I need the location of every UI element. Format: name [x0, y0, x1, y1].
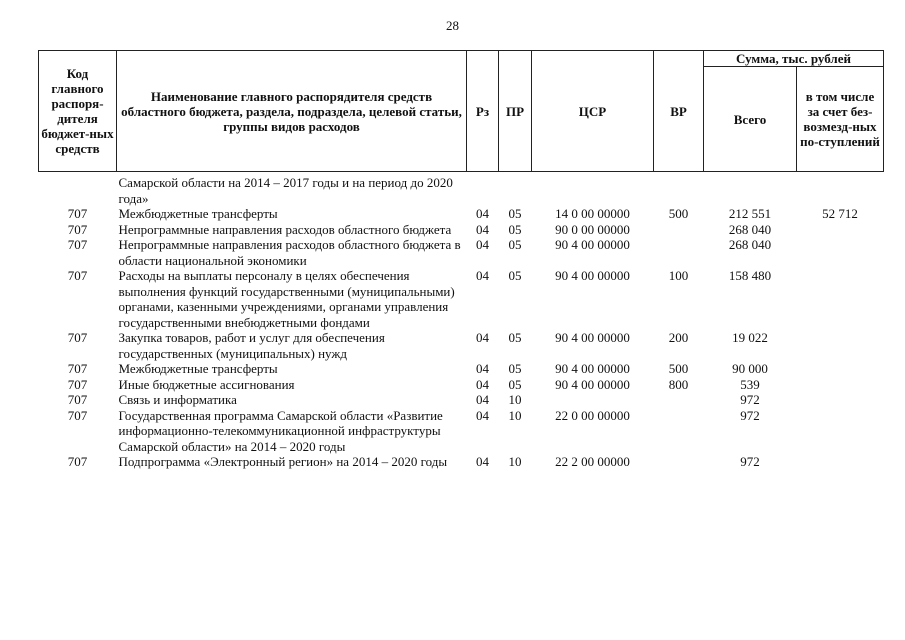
- row-name: Самарской области на 2014 – 2017 годы и на период до 2020 года»: [118, 175, 453, 206]
- row-csr: 90 0 00 00000: [555, 221, 630, 237]
- row-pr: 05: [508, 361, 522, 376]
- row-csr: 90 4 00 00000: [555, 376, 630, 392]
- row-rz: 04: [476, 330, 489, 345]
- row-vr: [654, 237, 704, 268]
- row-bv: [797, 222, 884, 238]
- row-rz: 04: [476, 268, 489, 283]
- row-csr: [532, 392, 654, 408]
- header-code: Код главного распоря-дителя бюджет-ных средств: [39, 51, 117, 172]
- row-name: Межбюджетные трансферты: [118, 361, 278, 376]
- row-rz: 04: [476, 407, 489, 423]
- row-csr: 90 4 00 00000: [555, 268, 630, 283]
- row-vr: [654, 392, 704, 408]
- row-pr: 05: [508, 221, 522, 237]
- row-vr: 500: [668, 206, 689, 221]
- row-total: 19 022: [732, 330, 768, 345]
- row-csr: 14 0 00 00000: [555, 206, 630, 221]
- row-total: 972: [740, 392, 760, 407]
- row-total: 268 040: [728, 221, 772, 237]
- row-csr: [532, 172, 654, 207]
- row-bv: [797, 361, 884, 377]
- row-rz: [467, 172, 499, 207]
- header-pr: ПР: [499, 51, 532, 172]
- row-pr: 05: [508, 330, 522, 345]
- row-total: 972: [740, 454, 760, 469]
- row-rz: 04: [476, 361, 489, 376]
- row-code: 707: [67, 221, 88, 237]
- header-sum: Сумма, тыс. рублей: [704, 51, 884, 67]
- table-row: [39, 361, 884, 377]
- row-name: Непрограммные направления расходов областного бюджета в области национальной экономики: [118, 237, 461, 268]
- row-pr: 10: [508, 454, 522, 469]
- row-bv: [797, 408, 884, 455]
- row-code: 707: [67, 392, 88, 407]
- table-row: [39, 454, 884, 470]
- row-csr: 90 4 00 00000: [555, 237, 630, 252]
- row-pr: 05: [508, 206, 522, 221]
- row-bv: 52 712: [822, 206, 858, 221]
- row-pr: 10: [508, 407, 522, 423]
- row-csr: 90 4 00 00000: [555, 330, 630, 345]
- row-code: 707: [67, 330, 88, 345]
- row-bv: [797, 268, 884, 330]
- row-name: Подпрограмма «Электронный регион» на 2014 – 2020 годы: [118, 454, 448, 469]
- row-rz: 04: [476, 237, 489, 252]
- budget-table: [38, 50, 884, 470]
- row-code: 707: [67, 268, 88, 283]
- header-vr: ВР: [654, 51, 704, 172]
- table-row: [39, 330, 884, 361]
- row-name: Межбюджетные трансферты: [118, 206, 278, 221]
- row-name: Непрограммные направления расходов областного бюджета: [118, 221, 452, 237]
- table-row: [39, 222, 884, 238]
- row-rz: 04: [476, 221, 489, 237]
- row-pr: 05: [508, 268, 522, 283]
- table-row: [39, 377, 884, 393]
- row-code: 707: [67, 206, 88, 221]
- row-csr: 22 2 00 00000: [555, 454, 630, 469]
- row-csr: 22 0 00 00000: [555, 407, 630, 423]
- row-rz: 04: [476, 392, 489, 407]
- table-row: [39, 408, 884, 455]
- row-bv: [797, 454, 884, 470]
- row-code: 707: [67, 407, 88, 423]
- row-name: Связь и информатика: [118, 392, 237, 407]
- row-total: 539: [740, 376, 760, 392]
- table-row: [39, 237, 884, 268]
- row-total: 268 040: [728, 237, 772, 252]
- page-number: 28: [446, 18, 459, 33]
- header-total: Всего: [704, 67, 797, 172]
- row-pr: 05: [508, 376, 522, 392]
- row-vr: [654, 408, 704, 455]
- row-name: Государственная программа Самарской области «Развитие информационно-телекоммуникационной инфраструктуры Самарской области» на 2014 – 2020 годы: [118, 407, 443, 454]
- row-vr: [654, 172, 704, 207]
- table-row: [39, 268, 884, 330]
- row-pr: [499, 172, 532, 207]
- row-csr: 90 4 00 00000: [555, 361, 630, 376]
- header-bv: в том числе за счет без-возмезд-ных по-ступлений: [797, 67, 884, 172]
- row-name: Расходы на выплаты персоналу в целях обеспечения выполнения функций государственными (муниципальными) органами, казенными учреждениями, органами управления государственными внебюджетными фондами: [118, 268, 455, 330]
- header-name: Наименование главного распорядителя средств областного бюджета, раздела, подраздела, целевой статьи, группы видов расходов: [117, 51, 467, 172]
- row-code: 707: [67, 376, 88, 392]
- row-total: 90 000: [732, 361, 768, 376]
- row-pr: 05: [508, 237, 522, 252]
- table-row: [39, 392, 884, 408]
- row-pr: 10: [508, 392, 522, 407]
- row-vr: [654, 222, 704, 238]
- row-bv: [797, 377, 884, 393]
- row-total: 212 551: [728, 206, 772, 221]
- row-vr: 200: [668, 330, 689, 345]
- row-rz: 04: [476, 454, 489, 469]
- row-vr: 800: [668, 376, 689, 392]
- table-body: [39, 172, 884, 470]
- row-bv: [797, 237, 884, 268]
- row-code: 707: [67, 237, 88, 252]
- header-rz: Рз: [467, 51, 499, 172]
- row-rz: 04: [476, 206, 489, 221]
- row-rz: 04: [476, 376, 489, 392]
- row-name: Закупка товаров, работ и услуг для обеспечения государственных (муниципальных) нужд: [118, 330, 385, 361]
- row-name: Иные бюджетные ассигнования: [118, 376, 295, 392]
- row-code: 707: [67, 454, 88, 469]
- table-row: [39, 172, 884, 207]
- row-bv: [797, 392, 884, 408]
- table-row: [39, 206, 884, 222]
- row-bv: [797, 330, 884, 361]
- header-csr: ЦСР: [532, 51, 654, 172]
- row-total: 972: [740, 407, 760, 423]
- row-vr: 500: [668, 361, 689, 376]
- row-total: [704, 172, 797, 207]
- row-vr: [654, 454, 704, 470]
- row-code: 707: [67, 361, 88, 376]
- row-code: [39, 172, 117, 207]
- row-total: 158 480: [728, 268, 772, 283]
- row-bv: [797, 172, 884, 207]
- row-vr: 100: [668, 268, 689, 283]
